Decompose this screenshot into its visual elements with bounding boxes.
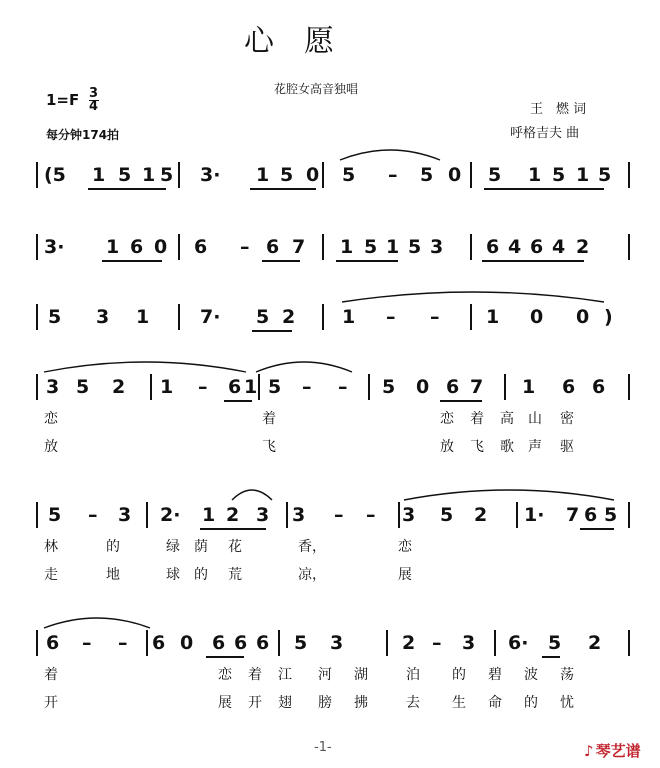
lyric-verse-1: 花 [228,539,242,555]
lyric-verse-1: 高 [500,411,514,427]
slur-arc [0,614,660,654]
note: – [240,236,250,258]
note: 1 [142,164,156,186]
note: 5 [440,504,454,526]
page-number: -1- [314,740,332,755]
note: 2 [576,236,590,258]
lyric-verse-2: 翅 [278,695,292,711]
lyric-verse-2: 开 [248,695,262,711]
note: 3· [44,236,65,258]
note: – [118,632,128,654]
lyric-verse-2: 凉， [298,567,326,583]
lyric-verse-2: 飞 [470,439,484,455]
staff-system [0,160,660,240]
note: – [88,504,98,526]
lyric-verse-2: 命 [488,695,502,711]
lyric-verse-1: 林 [44,539,58,555]
note: 1· [524,504,545,526]
lyric-verse-1: 的 [106,539,120,555]
lyric-verse-1: 湖 [354,667,368,683]
note: 0 [154,236,168,258]
beam-underline [484,188,604,190]
note: 3 [462,632,476,654]
note: – [82,632,92,654]
bar-line [322,234,324,260]
lyric-verse-1: 着 [470,411,484,427]
beam-underline [250,188,316,190]
lyric-verse-1: 山 [528,411,542,427]
note: 1 [342,306,356,328]
note: 5 [280,164,294,186]
note: 5 [48,504,62,526]
beam-underline [336,260,398,262]
lyric-verse-1: 河 [318,667,332,683]
note: 6 [194,236,208,258]
lyric-verse-2: 忧 [560,695,574,711]
note: 2 [474,504,488,526]
note: 6 [446,376,460,398]
note: 3 [256,504,270,526]
lyric-verse-1: 恋 [398,539,412,555]
beam-underline [262,260,300,262]
tempo-marking: 每分钟174拍 [46,128,120,142]
lyric-verse-1: 波 [524,667,538,683]
note: 0 [530,306,544,328]
note: 2 [402,632,416,654]
note: 1 [106,236,120,258]
beam-underline [252,330,292,332]
logo-text: 琴艺谱 [595,742,641,760]
staff-system [0,500,660,583]
note: 5 [294,632,308,654]
time-signature [89,88,99,113]
lyric-verse-2: 歌 [500,439,514,455]
lyric-verse-2: 去 [406,695,420,711]
lyric-verse-2: 的 [524,695,538,711]
logo-mark-icon: ♪ [584,742,594,760]
slur-arc [0,358,660,398]
lyric-verse-2: 放 [440,439,454,455]
note: 1 [160,376,174,398]
time-bottom: 4 [88,99,99,114]
lyric-verse-1: 绿 [166,539,180,555]
bar-line [36,234,38,260]
note: 6 [234,632,248,654]
lyric-verse-2: 展 [218,695,232,711]
bar-line [470,234,472,260]
score-title: 心 愿 [244,24,334,59]
bar-line [178,234,180,260]
note: – [334,504,344,526]
lyric-verse-1: 恋 [44,411,58,427]
staff-system [0,372,660,455]
lyric-verse-2: 驱 [560,439,574,455]
note: 5 [604,504,618,526]
note: – [388,164,398,186]
note: – [302,376,312,398]
lyric-verse-1: 着 [44,667,58,683]
lyric-verse-1: 荡 [560,667,574,683]
note: 5 [342,164,356,186]
beam-underline [580,528,614,530]
lyric-verse-2: 的 [194,567,208,583]
note: 5 [548,632,562,654]
note: 1 [522,376,536,398]
note: 5 [48,306,62,328]
note: 6 [592,376,606,398]
note: (5 [44,164,66,186]
lyric-verse-1: 恋 [218,667,232,683]
note: 5 [552,164,566,186]
lyric-verse-1: 恋 [440,411,454,427]
note: 1 [486,306,500,328]
lyric-verse-2: 生 [452,695,466,711]
beam-underline [440,400,482,402]
note: 6 [266,236,280,258]
note: 1 [136,306,150,328]
lyric-verse-1: 密 [560,411,574,427]
note: 3 [430,236,444,258]
note: 0 [448,164,462,186]
note: 6 [152,632,166,654]
note: 3 [292,504,306,526]
note: 7· [200,306,221,328]
lyric-verse-2: 展 [398,567,412,583]
beam-underline [542,656,560,658]
note: – [432,632,442,654]
note: 5 [598,164,612,186]
note: 5 [408,236,422,258]
time-top: 3 [88,86,99,101]
note: 6 [486,236,500,258]
slur-arc [0,288,660,328]
note: 7 [566,504,580,526]
note: 2 [588,632,602,654]
lyric-verse-1: 香， [298,539,326,555]
lyric-verse-2: 开 [44,695,58,711]
lyric-verse-1: 荫 [194,539,208,555]
note: 0 [576,306,590,328]
beam-underline [102,260,162,262]
lyric-verse-2: 拂 [354,695,368,711]
note: 5 [382,376,396,398]
note: 5 [160,164,174,186]
score-subtitle: 花腔女高音独唱 [274,82,359,96]
key-signature [46,88,99,113]
note: 6 [212,632,226,654]
note: 3 [46,376,60,398]
note: 6 [584,504,598,526]
lyric-verse-2: 飞 [262,439,276,455]
note: 1 [202,504,216,526]
beam-underline [206,656,244,658]
lyric-verse-2: 球 [166,567,180,583]
lyric-verse-2: 走 [44,567,58,583]
lyric-verse-1: 着 [262,411,276,427]
slur-arc [0,146,660,186]
bar-line [628,234,630,260]
key-label: 1=F [46,91,80,109]
lyric-verse-2: 声 [528,439,542,455]
note: 1 [244,376,258,398]
beam-underline [482,260,584,262]
note: – [366,504,376,526]
lyric-verse-1: 江 [278,667,292,683]
lyric-verse-1: 着 [248,667,262,683]
note: 6 [562,376,576,398]
note: 0 [306,164,320,186]
note: 5 [488,164,502,186]
note: 5 [76,376,90,398]
note: 1 [576,164,590,186]
lyric-verse-2: 地 [106,567,120,583]
note: 6 [46,632,60,654]
note: – [198,376,208,398]
beam-underline [224,400,252,402]
note: 6· [508,632,529,654]
note: 4 [508,236,522,258]
note: 5 [268,376,282,398]
note: 2· [160,504,181,526]
note: 6 [256,632,270,654]
beam-underline [88,188,166,190]
note: 6 [228,376,242,398]
note: 7 [470,376,484,398]
note: 5 [420,164,434,186]
note: – [386,306,396,328]
lyric-verse-2: 膀 [318,695,332,711]
note: 2 [282,306,296,328]
note: 6 [130,236,144,258]
note: 4 [552,236,566,258]
note: 5 [256,306,270,328]
note: 5 [118,164,132,186]
composer-credit: 呼格吉夫 曲 [510,126,580,141]
note: 1 [92,164,106,186]
note: 2 [112,376,126,398]
note: – [338,376,348,398]
lyric-verse-1: 的 [452,667,466,683]
note: – [430,306,440,328]
note: 2 [226,504,240,526]
note: 6 [530,236,544,258]
site-logo [584,740,641,761]
slur-arc [0,486,660,526]
note: 1 [386,236,400,258]
staff-system [0,628,660,711]
note: 5 [364,236,378,258]
lyric-verse-2: 荒 [228,567,242,583]
lyricist-credit: 王 燃 词 [530,102,587,117]
note: 0 [416,376,430,398]
note: 3· [200,164,221,186]
note: 3 [96,306,110,328]
note: 1 [340,236,354,258]
note: 1 [256,164,270,186]
note: 3 [402,504,416,526]
note: 0 [180,632,194,654]
note: 3 [330,632,344,654]
note: 7 [292,236,306,258]
beam-underline [200,528,266,530]
lyric-verse-1: 泊 [406,667,420,683]
note: ) [604,306,613,328]
note: 1 [528,164,542,186]
lyric-verse-2: 放 [44,439,58,455]
note: 3 [118,504,132,526]
lyric-verse-1: 碧 [488,667,502,683]
